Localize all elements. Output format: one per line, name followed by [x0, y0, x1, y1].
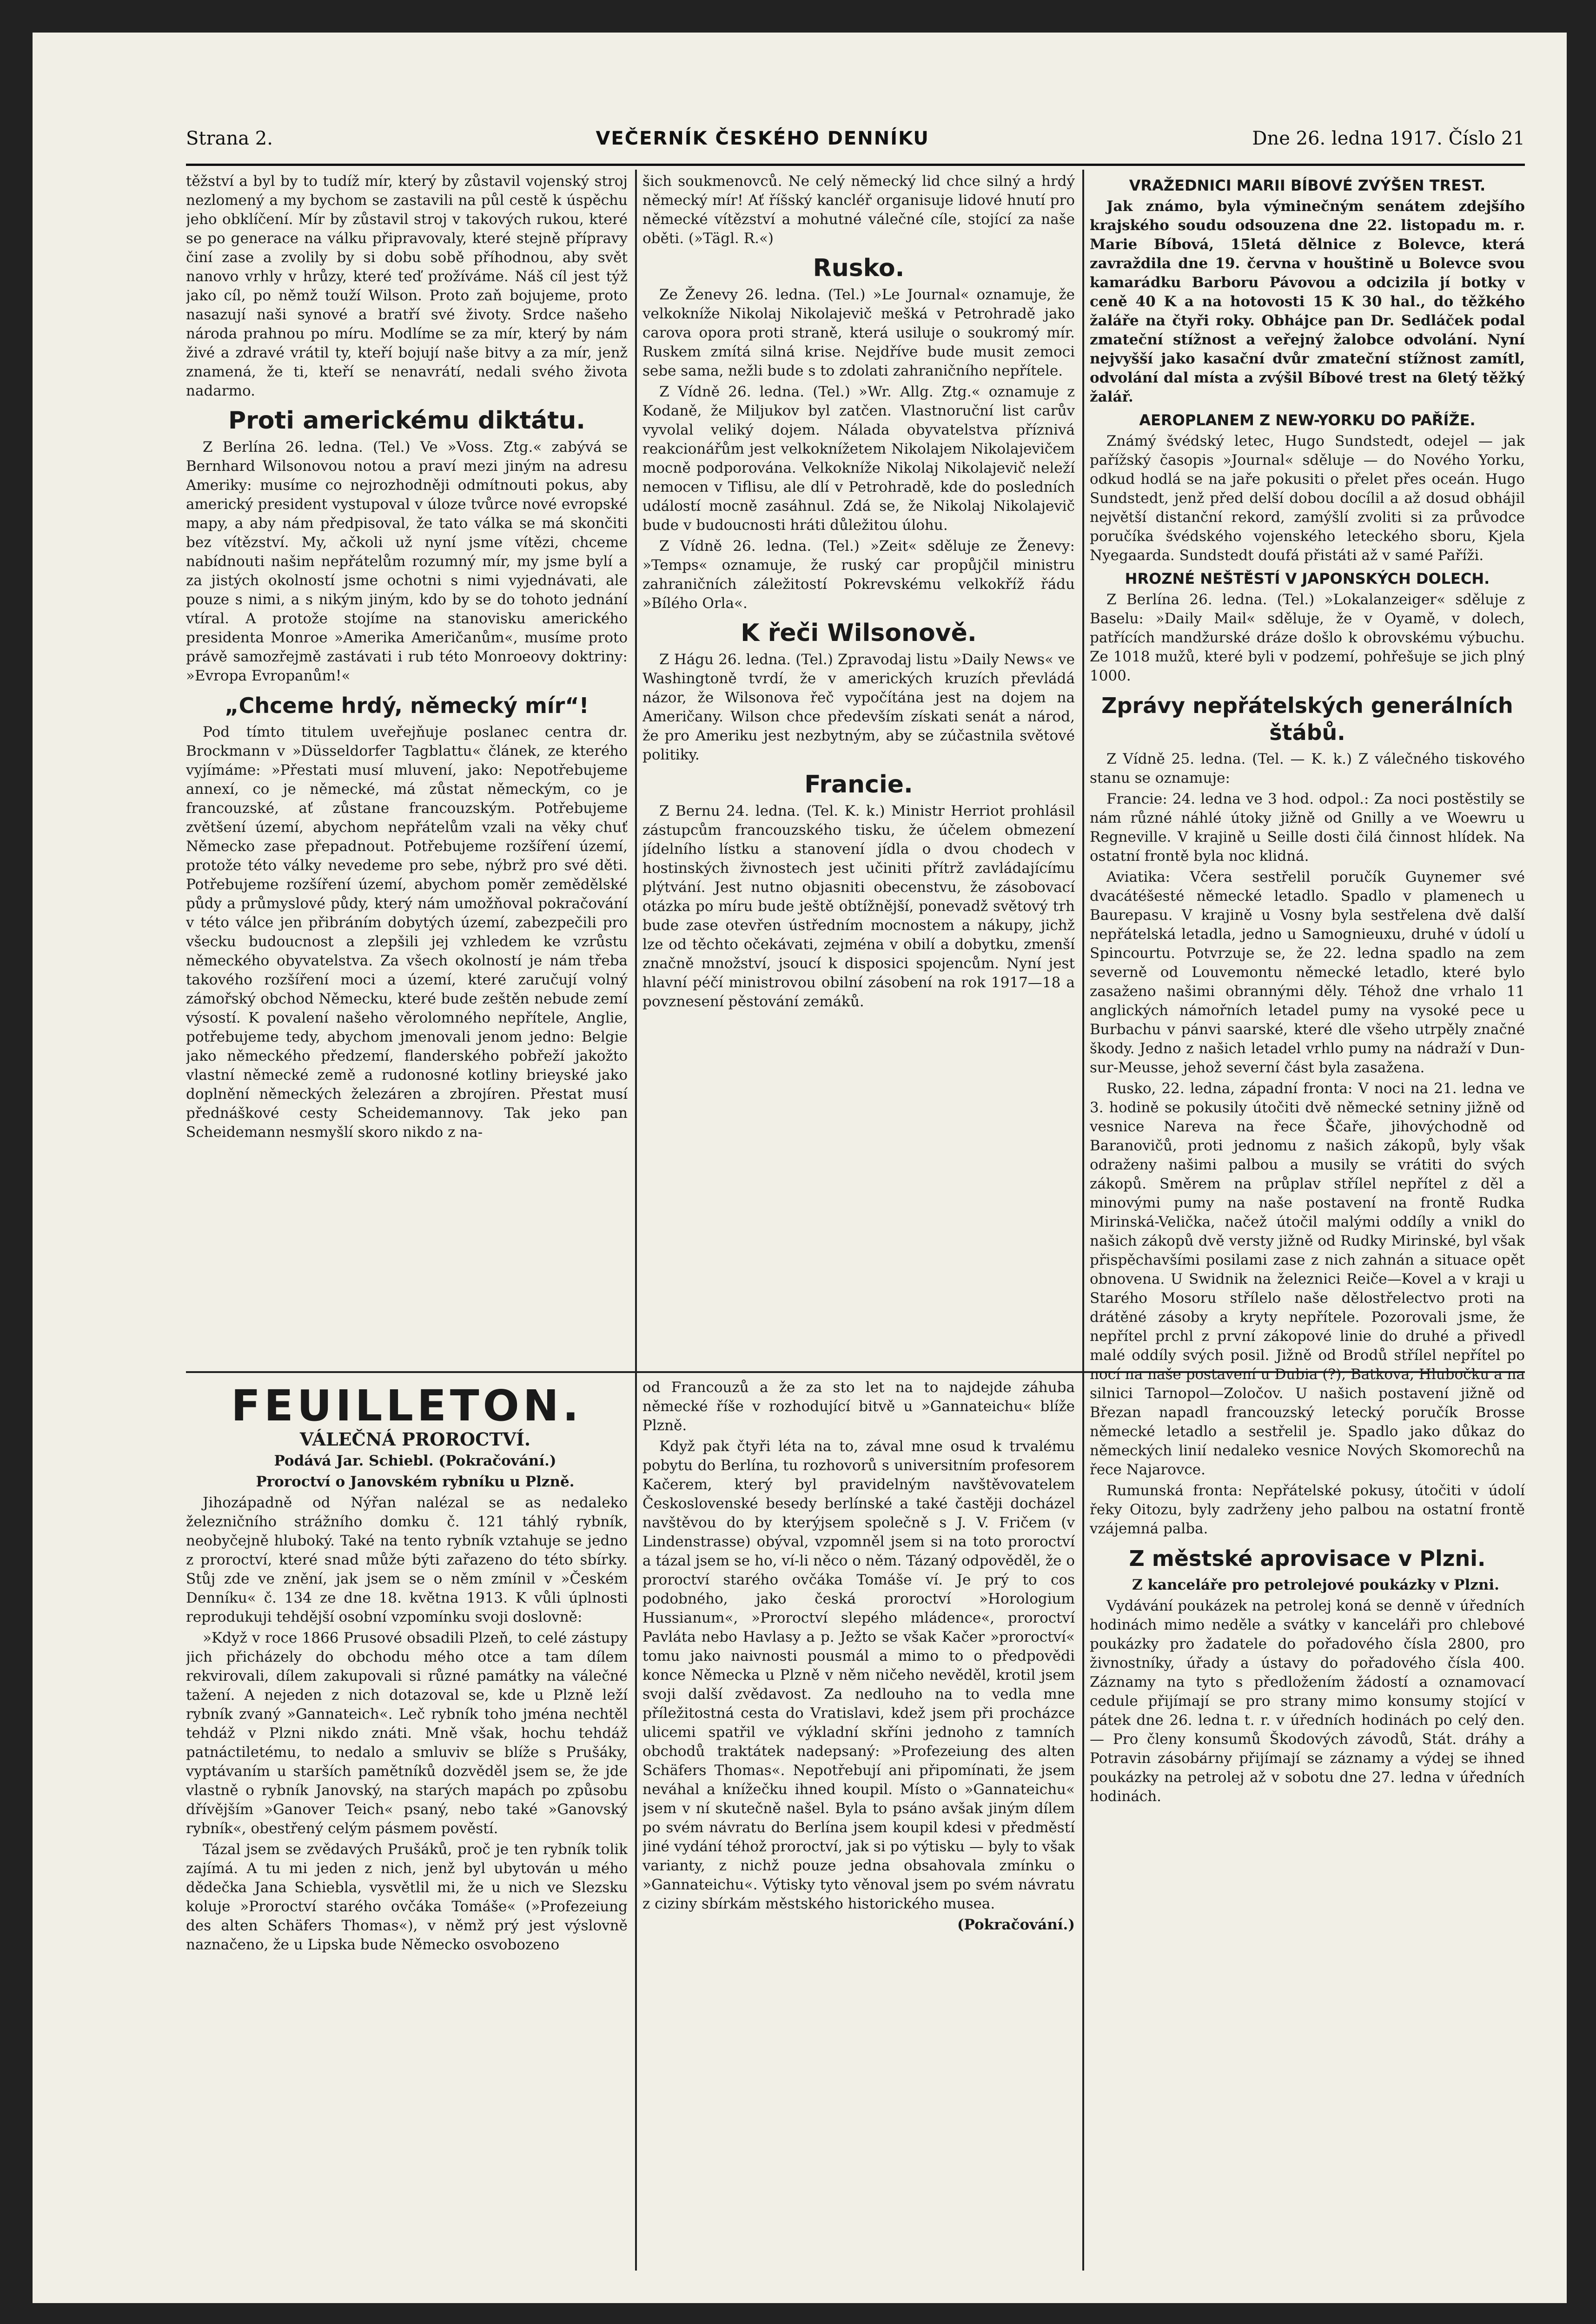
masthead	[186, 128, 1525, 158]
paragraph: Jihozápadně od Nýřan nalézal se as nedaleko železničního strážního domku č. 121 táhlý rybník, neobyčejně hluboký. Také na tento rybník vztahuje se jedno z proroctví, které snad může býti zařazeno do této sbírky. Stůj zde ve znění, jak jsem se o něm zmínil v »Českém Denníku« č. 134 ze dne 18. května 1913. K vůli úplnosti reprodukuji tehdější osobní vzpomínku svoji doslovně:	[186, 1494, 628, 1625]
article-title: Proti americkému diktátu.	[228, 407, 586, 435]
article-title: Z městské aprovisace v Plzni.	[1129, 1546, 1486, 1571]
paragraph: Jak známo, byla výminečným senátem zdejšího krajského soudu odsouzena dne 22. listopadu m. r. Marie Bíbová, 15letá dělnice z Bolevce, která zavraždila dne 19. června v houštině u Bolevce svou kamarádku Barboru Pávovou a odcizila jí botky v ceně 40 K a na hotovosti 15 K 30 hal., do těžkého žaláře na čtyři roky. Obhájce pan Dr. Sedláček podal zmateční stížnost a veřejný žalobce odvolání. Nyní nejvyšší jako kasační dvůr zmateční stížnost zamítl, odvolání dal místa a zvýšil Bíbové trest na 6letý těžký žalář.	[1090, 198, 1525, 405]
paragraph: Z Bernu 24. ledna. (Tel. K. k.) Ministr Herriot prohlásil zástupcům francouzského tisku, že účelem obmezení jídelního lístku a stanovení jídla o dvou chodech v hostinských živnostech jest učiniti přítrž zavládajícímu plýtvání. Jest nutno objasniti obecenstvu, že zásobovací otázka po míru bude ještě obtížnější, ponevadž světový trh bude zase otevřen ústředním mocnostem a nákupy, jichž lze od těchto očekávati, zejména v obilí a dobytku, zmenší značně množství, jsoucí k disposici spojencům. Nyní jest hlavní péčí ministrovou obilní zásobení na rok 1917—18 a povznesení pěstování zemáků.	[642, 803, 1075, 1010]
article-title: HROZNÉ NEŠTĚSTÍ V JAPONSKÝCH DOLECH.	[1125, 570, 1490, 588]
article-title: AEROPLANEM Z NEW-YORKU DO PAŘÍŽE.	[1139, 411, 1476, 429]
header-rule	[186, 164, 1525, 166]
paragraph: Rumunská fronta: Nepřátelské pokusy, útočiti v údolí řeky Oitozu, byly zadrženy jeho palbou na ostatní frontě vzájemná palba.	[1090, 1482, 1525, 1537]
column-2-top	[642, 172, 1075, 1367]
article-title: K řeči Wilsonově.	[741, 619, 977, 647]
paragraph: Z Vídně 26. ledna. (Tel.) »Zeit« sděluje ze Ženevy: »Temps« oznamuje, že ruský car propůjčil ministru zahraničních záležitostí Pokrevskému velkokříž řádu »Bílého Orla«.	[642, 538, 1075, 612]
column-divider	[1082, 170, 1084, 2271]
paragraph: Ze Ženevy 26. ledna. (Tel.) »Le Journal« oznamuje, že velkokníže Nikolaj Nikolajevič mešká v Petrohradě jako carova opora proti straně, která usiluje o soukromý mír. Ruskem zmítá silná krise. Nejdříve bude musit zemoci sebe sama, nežli bude s to zdolati zahraničního nepřítele.	[642, 286, 1075, 379]
article-title: „Chceme hrdý, německý mír“!	[225, 693, 589, 718]
issue-date: Dne 26. ledna 1917. Číslo 21	[1252, 128, 1525, 149]
paragraph: těžství a byl by to tudíž mír, který by zůstavil vojenský stroj nezlomený a my bychom se zastavili na půl cestě k úspěchu jeho obklíčení. Mír by zůstavil stroj v takových rukou, které se po generace na válku připravovaly, které stejně přípravy činí zase a zvolily by si dobu sobě příhodnou, aby svět nanovo vrhly v hrůzy, které teď prožíváme. Náš cíl jest týž jako cíl, po němž touží Wilson. Proto zaň bojujeme, proto nasazují naši synové a bratří své životy. Srdce našeho národa prahnou po míru. Modlíme se za mír, který by nám živé a zdravé vrátil ty, kteří bojují naše bitvy a za mír, jenž znamená, že ti, kteří se nenavrátí, nedali svého života nadarmo.	[186, 173, 628, 399]
paragraph: Rusko, 22. ledna, západní fronta: V noci na 21. ledna ve 3. hodině se pokusily útočiti dvě německé setniny jižně od vesnice Nareva na řece Ščaře, jihovýchodně od Baranovičů, proti jednomu z našich zákopů, byly však odraženy našimi palbou a musily se vrátiti do svých zákopů. Směrem na průplav střílel nepřítel z děl a minovými pumy na naše postavení na frontě Rudka Mirinská-Velička, načež útočil malými oddíly a vnikl do našich zákopů dvě versty jižně od Rudky Mirinské, byl však přispěchavšími posilami zase z nich zahnán a situace opět obnovena. U Swidnik na železnici Reiče—Kovel a v kraji u Starého Mosoru střílelo naše dělostřelectvo proti na drátěné zásoby a kryty nepřítele. Pozorovali jsme, že nepřítel prchl z první zákopové linie do druhé a přivedl malé oddíly svých posil. Jižně od Brodů střílel nepřítel po nocí na naše postavení u Dubia (?), Batkova, Hlubočku a na silnici Tarnopol—Zoločov. U našich postavení jižně od Březan napadl francouzský letecký poručík Brosse německé letadlo a sestřelil je. Spadlo jako důkaz do německých linií nedaleko vesnice Nových Skomorechů na řece Najarovce.	[1090, 1080, 1525, 1478]
paragraph: Z Berlína 26. ledna. (Tel.) Ve »Voss. Ztg.« zabývá se Bernhard Wilsonovou notou a praví mezi jiným na adresu Ameriky: musíme co nejrozhodněji odmítnouti pokus, aby americký president vystupoval v úloze tvůrce nové evropské mapy, a aby nám předpisoval, že tato válka se má skončiti bez vítězství. My, ačkoli už nyní jsme vítězi, chceme nabídnouti našim nepřátelům rozumný mír, my jsme bylí a za jistých okolností jsme ochotni s nimi vyjednávati, ale pouze s nimi, a s nikým jiným, kdo by se do tohoto jednání vtíral. A protože stojíme na stanovisku amerického presidenta Monroe »Amerika Američanům«, musíme proto právě samozřejmě zastávati i rub této Monroeovy doktriny: »Evropa Evropanům!«	[186, 439, 628, 684]
paragraph: Pod tímto titulem uveřejňuje poslanec centra dr. Brockmann v »Düsseldorfer Tagblattu« článek, ze kterého vyjímáme: »Přestati musí mluvení, jako: Nepotřebujeme annexí, co je německé, má zůstat německým, co je francouzské, ať zůstane francouzským. Potřebujeme zvětšení území, abychom nepřátelům vzali na věky chuť Německo zase přepadnout. Potřebujeme rozšíření území, protože této války nevedeme pro sebe, nýbrž pro své děti. Potřebujeme rozšíření území, abychom poměr zemědělské půdy a průmyslové půdy, který nám umožňoval pokračování v této válce jen přibráním dobytých území, zabezpečili pro všecku budoucnost a zlepšili jej vzhledem ke vzrůstu německého obyvatelstva. Za všech okolností je nám třeba takového rozšíření moci a území, které zaručují volný zámořský obchod Německu, které bude zeštěn nebude zemí výsostí. K povalení našeho věrolomného nepřítele, Anglie, potřebujeme tedy, abychom jmenovali jenom jedno: Belgie jako německého předzemí, flanderského pobřeží jakožto vlastní německé země a rudonosné kotliny brieyské jako doplnění německých železáren a zbrojíren. Přestat musí přednáškové cesty Scheidemannovy. Tak jeko pan Scheidemann nesmyšlí skoro nikdo z na-	[186, 724, 628, 1141]
feuilleton-heading: Proroctví o Janovském rybníku u Plzně.	[256, 1473, 575, 1490]
paragraph: Francie: 24. ledna ve 3 hod. odpol.: Za noci postěstily se nám různé náhlé útoky jižně od Gnilly a ve Woewru u Regneville. V krajině u Seille dosti čilá činnost hlídek. Na ostatní frontě byla noc klidná.	[1090, 791, 1525, 865]
article-title: Francie.	[804, 771, 913, 799]
article-title: VRAŽEDNICI MARII BÍBOVÉ ZVÝŠEN TREST.	[1129, 177, 1486, 194]
column-3	[1090, 172, 1525, 2289]
paragraph: Známý švédský letec, Hugo Sundstedt, odejel — jak pařížský časopis »Journal« sděluje — do Nového Yorku, odkud hodlá se na jaře pokusiti o přelet přes oceán. Hugo Sundstedt, jenž před delší dobou docílil a až dosud obhájil největší distanční rekord, zamýšlí zvoliti si za průvodce poručíka švédského vojenského leteckého sboru, Kjela Nyegaarda. Sundstedt doufá přistáti až v samé Paříži.	[1090, 433, 1525, 564]
paragraph: od Francouzů a že za sto let na to najdejde záhuba německé říše v rozhodující bitvě u »Gannateichu« blíže Plzně.	[642, 1379, 1075, 1434]
newspaper-page	[33, 33, 1567, 2303]
column-divider	[635, 170, 637, 2271]
paragraph: Z Vídně 26. ledna. (Tel.) »Wr. Allg. Ztg.« oznamuje z Kodaně, že Miljukov byl zatčen. Vlastnoruční list carův vyvolal veliký dojem. Nálada obyvatelstva příznivá reakcionářům jest velkoknížetem Nikolajem Nikolajevičem mocně podporována. Velkokníže Nikolaj Nikolajevič neleží nemocen v Tiflisu, ale dlí v Petrohradě, kde do posledních událostí mocně zasáhnul. Zdá se, že Nikolaj Nikolajevič bude v budoucnosti hráti důležitou úlohu.	[642, 383, 1075, 534]
page-number: Strana 2.	[186, 128, 273, 149]
column-1-top	[186, 172, 628, 1367]
paragraph: Z Berlína 26. ledna. (Tel.) »Lokalanzeiger« sděluje z Baselu: »Daily Mail« sděluje, že v Oyamě, v dolech, patřících mandžurské dráze došlo k obrovskému výbuchu. Ze 1018 mužů, které byli v podzemí, pohřešuje se jich plný 1000.	[1090, 591, 1525, 684]
paragraph: šich soukmenovců. Ne celý německý lid chce silný a hrdý německý mír! Ať říšský kancléř organisuje lidové hnutí pro německé vítězství a mohutné válečné cíle, stojící za naše oběti. (»Tägl. R.«)	[642, 173, 1075, 247]
feuilleton	[186, 1378, 628, 2289]
article-title: Rusko.	[813, 254, 905, 282]
feuilleton-author: Podává Jar. Schiebl. (Pokračování.)	[274, 1452, 556, 1469]
paragraph: Tázal jsem se zvědavých Prušáků, proč je ten rybník tolik zajímá. A tu mi jeden z nich, jenž byl ubytován u mého dědečka Jana Schiebla, vysvětlil mi, že u nich ve Slezsku koluje »Proroctví starého ovčáka Tomáše« (»Profezeiung des alten Schäfers Thomas«), v němž prý jest výslovně naznačeno, že u Lipska bude Německo osvobozeno	[186, 1841, 628, 1953]
feuilleton-subtitle: VÁLEČNÁ PROROCTVÍ.	[299, 1429, 531, 1450]
paragraph: Z Hágu 26. ledna. (Tel.) Zpravodaj listu »Daily News« ve Washingtoně tvrdí, že v amerických kruzích převládá názor, že Wilsonova řeč vypočítána jest na dojem na Američany. Wilson chce především získati senát a národ, že pro Ameriku jest nezbytným, aby se zúčastnila světové politiky.	[642, 651, 1075, 763]
continuation-note: (Pokračování.)	[957, 1916, 1075, 1933]
article-title: Zprávy nepřátelských generálních štábů.	[1101, 693, 1513, 745]
paragraph: Aviatika: Včera sestřelil poručík Guynemer své dvacátéšesté německé letadlo. Spadlo v plamenech u Baurepasu. V krajině u Vosny byla sestřelena dvě další nepřátelská letadla, jedno u Samognieuxu, druhé v údolí u Spincourtu. Potvrzuje se, že 22. ledna spadlo na zem severně od Louvemontu německé letadlo, které bylo zasaženo našimi obrannými děly. Téhož dne vrhalo 11 anglických námořních letadel pumy na vysoké pece u Burbachu v pánvi saarské, které dle všeho utrpěly značné škody. Jedno z našich letadel vrhlo pumy na nádraží v Dun-sur-Meusse, jehož severní část byla zasažena.	[1090, 869, 1525, 1076]
article-subtitle: Z kanceláře pro petrolejové poukázky v Plzni.	[1132, 1577, 1499, 1593]
newspaper-title: VEČERNÍK ČESKÉHO DENNÍKU	[596, 128, 929, 149]
feuilleton-title: FEUILLETON.	[231, 1381, 583, 1431]
paragraph: »Když v roce 1866 Prusové obsadili Plzeň, to celé zástupy jich přicházely do obchodu mého otce a tam dílem rekvirovali, dílem zakupovali si různé památky na válečné tažení. A nejeden z nich dotazoval se, kde u Plzně leží rybník zvaný »Gannateich«. Leč rybník toho jména nechtěl tehdáž v Plzni nikdo znáti. Mně však, hochu tehdáž patnáctiletému, to nedalo a smluviv se blíže s Prušáky, vyptávaním u starších pamětníků dozvěděl jsem se, že jde vlastně o rybník Janovský, na starých mapách po způsobu dřívějším »Ganover Teich« psaný, nebo také »Ganovský rybník«, obestřený celým pásmem pověstí.	[186, 1630, 628, 1837]
paragraph: Když pak čtyři léta na to, zával mne osud k trvalému pobytu do Berlína, tu rozhovorů s universitním profesorem Kačerem, který byl pravidelným navštěvovatelem Československé besedy berlínské a také častěji docházel navštěvou do by kterýjsem společně s J. V. Fričem (v Lindenstrasse) obýval, vzpomněl jsem si na toto proroctví a tázal jsem se ho, ví-li něco o něm. Tázaný odpověděl, že o proroctví starého ovčáka Tomáše ví. Je prý to cos podobného, jako česká proroctví »Horologium Hussianum«, »Proroctví slepého mládence«, proroctví Pavláta nebo Havlasy a p. Ježto se však Kačer »proroctví« tomu jako naivnosti pousmál a mimo to o předpovědi konce Německa u Plzně v něm ničeho nevěděl, krotil jsem svoji další zvědavost. Za nedlouho na to vedla mne příležitostná cesta do Vratislavi, kdež jsem při procházce ulicemi spatřil ve výkladní skříni jednoho z tamních obchodů traktátek nadepsaný: »Profezeiung des alten Schäfers Thomas«. Nepotřebují ani připomínati, že jsem neváhal a knížečku ihned koupil. Místo o »Gannateichu« jsem v ní skutečně našel. Byla to psáno avšak jiným dílem po svém návratu do Berlína jsem koupil kdesi v předměstí jiné vydání téhož proroctví, jak si po výtisku — byly to však varianty, z nichž pouze jedna obsahovala zmínku o »Gannateichu«. Výtisky tyto věnoval jsem po svém návratu z ciziny sbírkám městského historického musea.	[642, 1438, 1075, 1912]
paragraph: Z Vídně 25. ledna. (Tel. — K. k.) Z válečného tiskového stanu se oznamuje:	[1090, 751, 1525, 786]
paragraph: Vydávání poukázek na petrolej koná se denně v úředních hodinách mimo neděle a svátky v kanceláři pro chlebové poukázky pro žadatele do pořadového čísla 2800, pro živnostníky, úřady a ústavy do pořadového čísla 400. Záznamy na tyto s předložením žádostí a oznamovací cedule přijímají se pro strany mimo konsumy stojící v pátek dne 26. ledna t. r. v úředních hodinách po celý den. — Pro členy konsumů Škodových závodů, Stát. dráhy a Potravin zásobárny přijímají se záznamy a výdej se ihned poukázky na petrolej až v sobotu dne 27. ledna v úředních hodinách.	[1090, 1598, 1525, 1805]
feuilleton-continuation	[642, 1378, 1075, 2289]
